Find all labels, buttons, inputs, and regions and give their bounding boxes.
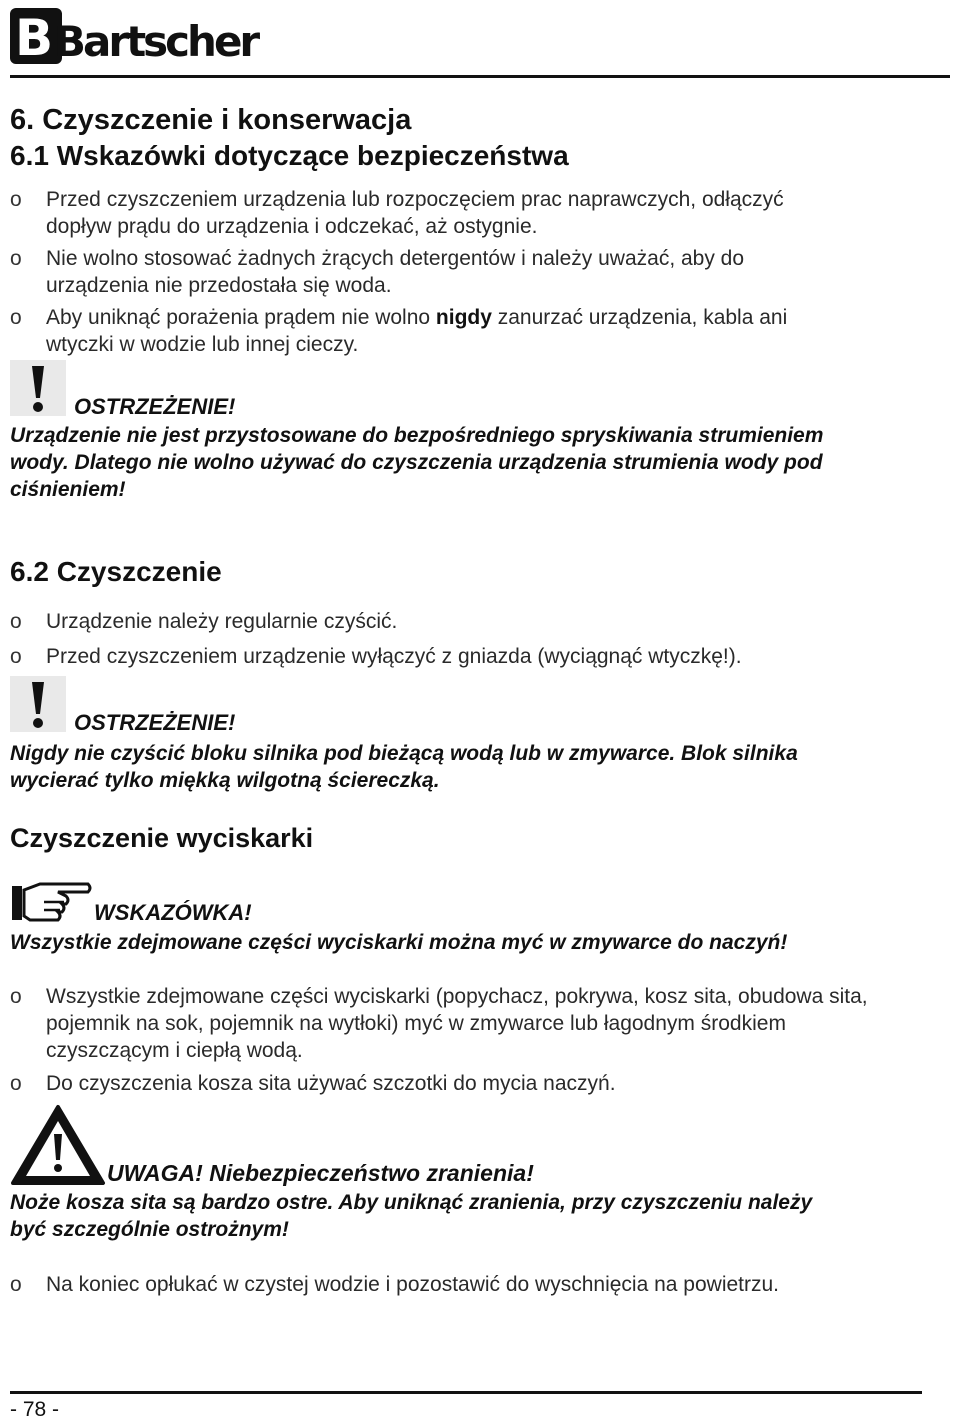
juicer-cleaning-title: Czyszczenie wyciskarki — [10, 823, 314, 853]
list-item: Do czyszczenia kosza sita używać szczotki do mycia naczyń. — [46, 1072, 616, 1095]
bullet-marker: o — [10, 306, 22, 329]
list-item: Nie wolno stosować żadnych żrących detergentów i należy uważać, aby do urządzenia nie przedostała się woda. — [46, 247, 745, 297]
bullet-marker: o — [10, 247, 22, 270]
list-item: Przed czyszczeniem urządzenia lub rozpoczęciem prac naprawczych, odłączyć dopływ prądu do urządzenia i odczekać, aż ostygnie. — [46, 188, 784, 238]
logo-text: Bartscher — [54, 17, 258, 66]
caution-text: Noże kosza sita są bardzo ostre. Aby uniknąć zranienia, przy czyszczeniu należy być szczególnie ostrożnym! — [10, 1191, 813, 1241]
bullet-marker: o — [10, 985, 22, 1008]
subsection-title-6-1: 6.1 Wskazówki dotyczące bezpieczeństwa — [10, 140, 569, 171]
list-item: Wszystkie zdejmowane części wyciskarki (popychacz, pokrywa, kosz sita, obudowa sita, pojemnik na sok, pojemnik na wytłoki) myć w zmywarce lub łagodnym środkiem czyszczącym i ciepłą wodą. — [46, 985, 868, 1062]
list-item: Na koniec opłukać w czystej wodzie i pozostawić do wyschnięcia na powietrzu. — [46, 1273, 780, 1296]
list-item: Aby uniknąć porażenia prądem nie wolno nigdy zanurzać urządzenia, kabla ani wtyczki w wodzie lub innej cieczy. — [46, 306, 788, 356]
bullet-marker: o — [10, 645, 22, 668]
page-number: - 78 - — [10, 1398, 60, 1421]
bullet-marker: o — [10, 610, 22, 633]
warning-heading: OSTRZEŻENIE! — [74, 394, 236, 419]
pointing-hand-icon — [10, 876, 92, 924]
bullet-marker: o — [10, 188, 22, 211]
bullet-marker: o — [10, 1072, 22, 1095]
list-item: Urządzenie należy regularnie czyścić. — [46, 610, 398, 633]
warning-text: Urządzenie nie jest przystosowane do bezpośredniego spryskiwania strumieniem wody. Dlatego nie wolno używać do czyszczenia urządzenia strumienia wody pod ciśnieniem! — [10, 424, 824, 501]
list-item: Przed czyszczeniem urządzenie wyłączyć z gniazda (wyciągnąć wtyczkę!). — [46, 645, 742, 668]
header-rule — [10, 75, 950, 78]
warning-heading: OSTRZEŻENIE! — [74, 710, 236, 735]
note-text: Wszystkie zdejmowane części wyciskarki można myć w zmywarce do naczyń! — [10, 931, 788, 954]
subsection-title-6-2: 6.2 Czyszczenie — [10, 556, 222, 587]
warning-exclamation-icon — [10, 360, 66, 416]
note-heading: WSKAZÓWKA! — [94, 900, 252, 925]
bullet-marker: o — [10, 1273, 22, 1296]
section-title: 6. Czyszczenie i konserwacja — [10, 104, 412, 136]
warning-text: Nigdy nie czyścić bloku silnika pod bieżącą wodą lub w zmywarce. Blok silnika wycierać tylko miękką wilgotną ściereczką. — [10, 742, 798, 792]
footer-rule — [10, 1391, 922, 1394]
bartscher-logo — [10, 2, 258, 68]
caution-triangle-icon — [10, 1104, 106, 1186]
caution-heading: UWAGA! Niebezpieczeństwo zranienia! — [107, 1160, 534, 1186]
warning-exclamation-icon — [10, 676, 66, 732]
svg-text:B: B — [15, 9, 54, 67]
